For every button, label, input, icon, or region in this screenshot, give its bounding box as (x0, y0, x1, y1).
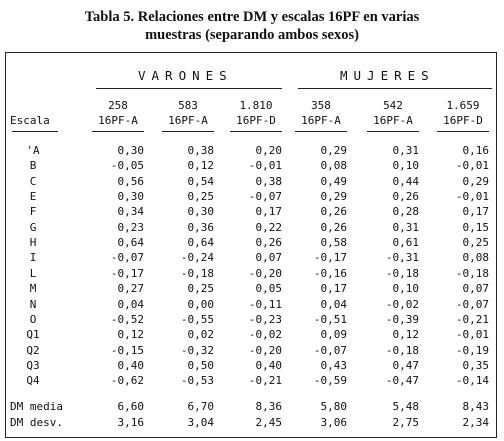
table-cell: -0,20 (248, 343, 282, 357)
scale-label: B (29, 159, 37, 173)
table-cell: 0,23 (117, 220, 144, 234)
scale-label: C (29, 174, 37, 188)
summary-cell: 6,60 (117, 400, 144, 413)
table-cell: 0,38 (187, 144, 214, 157)
table-cell: -0,21 (248, 374, 282, 388)
scale-label: Q3 (26, 358, 40, 372)
table-cell: 0,40 (255, 358, 282, 372)
table-cell: 0,50 (187, 358, 214, 372)
table-cell: 0,10 (392, 159, 419, 173)
column-header-underline (367, 131, 419, 132)
table-cell: -0,53 (180, 374, 214, 388)
scale-label: O (29, 312, 37, 326)
table-cell: -0,32 (180, 343, 214, 357)
table-cell: 0,64 (187, 236, 214, 250)
column-header-underline (92, 131, 144, 132)
scale-label: H (29, 236, 37, 250)
column-header-underline (162, 131, 214, 132)
column-sample-size: 1.810 (239, 99, 273, 112)
table-cell: 0,20 (255, 144, 282, 157)
scale-label: I (29, 251, 37, 265)
table-cell: -0,07 (110, 251, 144, 265)
table-cell: 0,54 (187, 174, 214, 188)
title-line-1: Tabla 5. Relaciones entre DM y escalas 16PF en varias (84, 9, 420, 25)
column-test-form: 16PF-A (301, 114, 341, 127)
table-cell: 0,47 (392, 358, 419, 372)
table-cell: 0,26 (320, 220, 347, 234)
table-cell: -0,14 (455, 374, 489, 388)
title-line-2: muestras (separando ambos sexos) (145, 27, 359, 43)
escala-header: Escala (10, 114, 50, 127)
table-cell: -0,39 (385, 312, 419, 326)
table-cell: -0,23 (248, 312, 282, 326)
table-cell: 0,31 (392, 144, 419, 157)
summary-label: DM desv. (10, 416, 63, 429)
table-cell: -0,17 (110, 266, 144, 280)
table-cell: 0,22 (255, 220, 282, 234)
column-header-underline (230, 131, 282, 132)
table-cell: 0,26 (392, 190, 419, 204)
table-cell: -0,18 (180, 266, 214, 280)
column-test-form: 16PF-D (236, 114, 276, 127)
table-cell: -0,01 (455, 328, 489, 342)
table-cell: 0,30 (187, 205, 214, 219)
scale-label: M (29, 282, 37, 296)
table-cell: 0,27 (117, 282, 144, 296)
column-sample-size: 583 (178, 99, 198, 112)
table-cell: -0,02 (385, 297, 419, 311)
table-cell: -0,18 (455, 266, 489, 280)
column-sample-size: 542 (383, 99, 403, 112)
table-cell: 0,34 (117, 205, 144, 219)
column-sample-size: 258 (108, 99, 128, 112)
table-cell: -0,05 (110, 159, 144, 173)
column-test-form: 16PF-A (168, 114, 208, 127)
table-cell: 0,56 (117, 174, 144, 188)
group-underline-varones (96, 88, 282, 89)
table-cell: -0,07 (313, 343, 347, 357)
table-cell: -0,07 (248, 190, 282, 204)
scale-label: Q4 (26, 374, 40, 388)
table-cell: -0,20 (248, 266, 282, 280)
column-sample-size: 1.659 (446, 99, 480, 112)
table-cell: 0,04 (117, 297, 144, 311)
table-cell: 0,64 (117, 236, 144, 250)
table-cell: -0,59 (313, 374, 347, 388)
table-cell: 0,49 (320, 174, 347, 188)
table-cell: -0,01 (455, 190, 489, 204)
table-cell: 0,17 (255, 205, 282, 219)
table-cell: 0,07 (462, 282, 489, 296)
table-cell: 0,36 (187, 220, 214, 234)
table-cell: 0,61 (392, 236, 419, 250)
scale-label: Q2 (26, 343, 40, 357)
summary-cell: 3,04 (187, 416, 214, 429)
column-header-underline (295, 131, 347, 132)
summary-cell: 8,43 (462, 400, 489, 413)
scale-label: G (29, 220, 37, 234)
table-cell: 0,26 (320, 205, 347, 219)
column-test-form: 16PF-D (443, 114, 483, 127)
column-test-form: 16PF-A (98, 114, 138, 127)
escala-header-underline (12, 131, 58, 132)
table-cell: -0,17 (313, 251, 347, 265)
column-header-underline (437, 131, 489, 132)
table-cell: 0,31 (392, 220, 419, 234)
table-cell: -0,01 (455, 159, 489, 173)
table-cell: 0,04 (320, 297, 347, 311)
table-cell: 0,12 (117, 328, 144, 342)
table-cell: 0,08 (462, 251, 489, 265)
scale-label: L (29, 266, 37, 280)
table-cell: -0,18 (385, 266, 419, 280)
table-cell: -0,18 (385, 343, 419, 357)
table-cell: 0,08 (320, 159, 347, 173)
scale-label: F (29, 205, 37, 219)
table-cell: 0,29 (320, 144, 347, 157)
scale-label: Q1 (26, 328, 40, 342)
scale-label: N (29, 297, 37, 311)
summary-label: DM media (10, 400, 63, 413)
table-cell: -0,07 (455, 297, 489, 311)
summary-cell: 5,80 (320, 400, 347, 413)
table-cell: 0,09 (320, 328, 347, 342)
summary-cell: 2,75 (392, 416, 419, 429)
group-header-varones: VARONES (138, 68, 233, 83)
table-cell: -0,55 (180, 312, 214, 326)
table-cell: 0,29 (462, 174, 489, 188)
summary-cell: 2,34 (462, 416, 489, 429)
scale-label: E (29, 190, 37, 204)
table-cell: 0,38 (255, 174, 282, 188)
summary-cell: 3,16 (117, 416, 144, 429)
table-cell: -0,19 (455, 343, 489, 357)
table-cell: 0,43 (320, 358, 347, 372)
table-cell: -0,16 (313, 266, 347, 280)
table-cell: 0,16 (462, 144, 489, 157)
table-cell: 0,35 (462, 358, 489, 372)
column-sample-size: 358 (311, 99, 331, 112)
table-cell: 0,25 (187, 282, 214, 296)
table-cell: 0,12 (392, 328, 419, 342)
table-cell: -0,11 (248, 297, 282, 311)
table-title (0, 8, 504, 44)
table-cell: 0,28 (392, 205, 419, 219)
table-cell: 0,17 (320, 282, 347, 296)
table-cell: 0,02 (187, 328, 214, 342)
table-cell: -0,15 (110, 343, 144, 357)
table-cell: 0,26 (255, 236, 282, 250)
table-cell: 0,07 (255, 251, 282, 265)
table-cell: 0,29 (320, 190, 347, 204)
table-cell: -0,01 (248, 159, 282, 173)
table-cell: -0,47 (385, 374, 419, 388)
table-cell: 0,25 (187, 190, 214, 204)
summary-cell: 5,48 (392, 400, 419, 413)
summary-cell: 6,70 (187, 400, 214, 413)
summary-cell: 8,36 (255, 400, 282, 413)
summary-cell: 2,45 (255, 416, 282, 429)
table-cell: 0,05 (255, 282, 282, 296)
table-cell: 0,12 (187, 159, 214, 173)
group-underline-mujeres (298, 88, 492, 89)
table-cell: 0,30 (117, 144, 144, 157)
table-cell: 0,10 (392, 282, 419, 296)
table-cell: 0,25 (462, 236, 489, 250)
table-cell: -0,21 (455, 312, 489, 326)
table-cell: -0,51 (313, 312, 347, 326)
table-cell: -0,52 (110, 312, 144, 326)
table-cell: 0,58 (320, 236, 347, 250)
table-cell: 0,00 (187, 297, 214, 311)
table-cell: -0,02 (248, 328, 282, 342)
table-cell: -0,24 (180, 251, 214, 265)
table-cell: 0,44 (392, 174, 419, 188)
table-cell: -0,31 (385, 251, 419, 265)
table-cell: 0,30 (117, 190, 144, 204)
table-cell: 0,15 (462, 220, 489, 234)
group-header-mujeres: MUJERES (340, 68, 435, 83)
scale-label: 'A (26, 144, 40, 157)
table-cell: 0,17 (462, 205, 489, 219)
summary-cell: 3,06 (320, 416, 347, 429)
column-test-form: 16PF-A (373, 114, 413, 127)
table-cell: 0,40 (117, 358, 144, 372)
table-cell: -0,62 (110, 374, 144, 388)
